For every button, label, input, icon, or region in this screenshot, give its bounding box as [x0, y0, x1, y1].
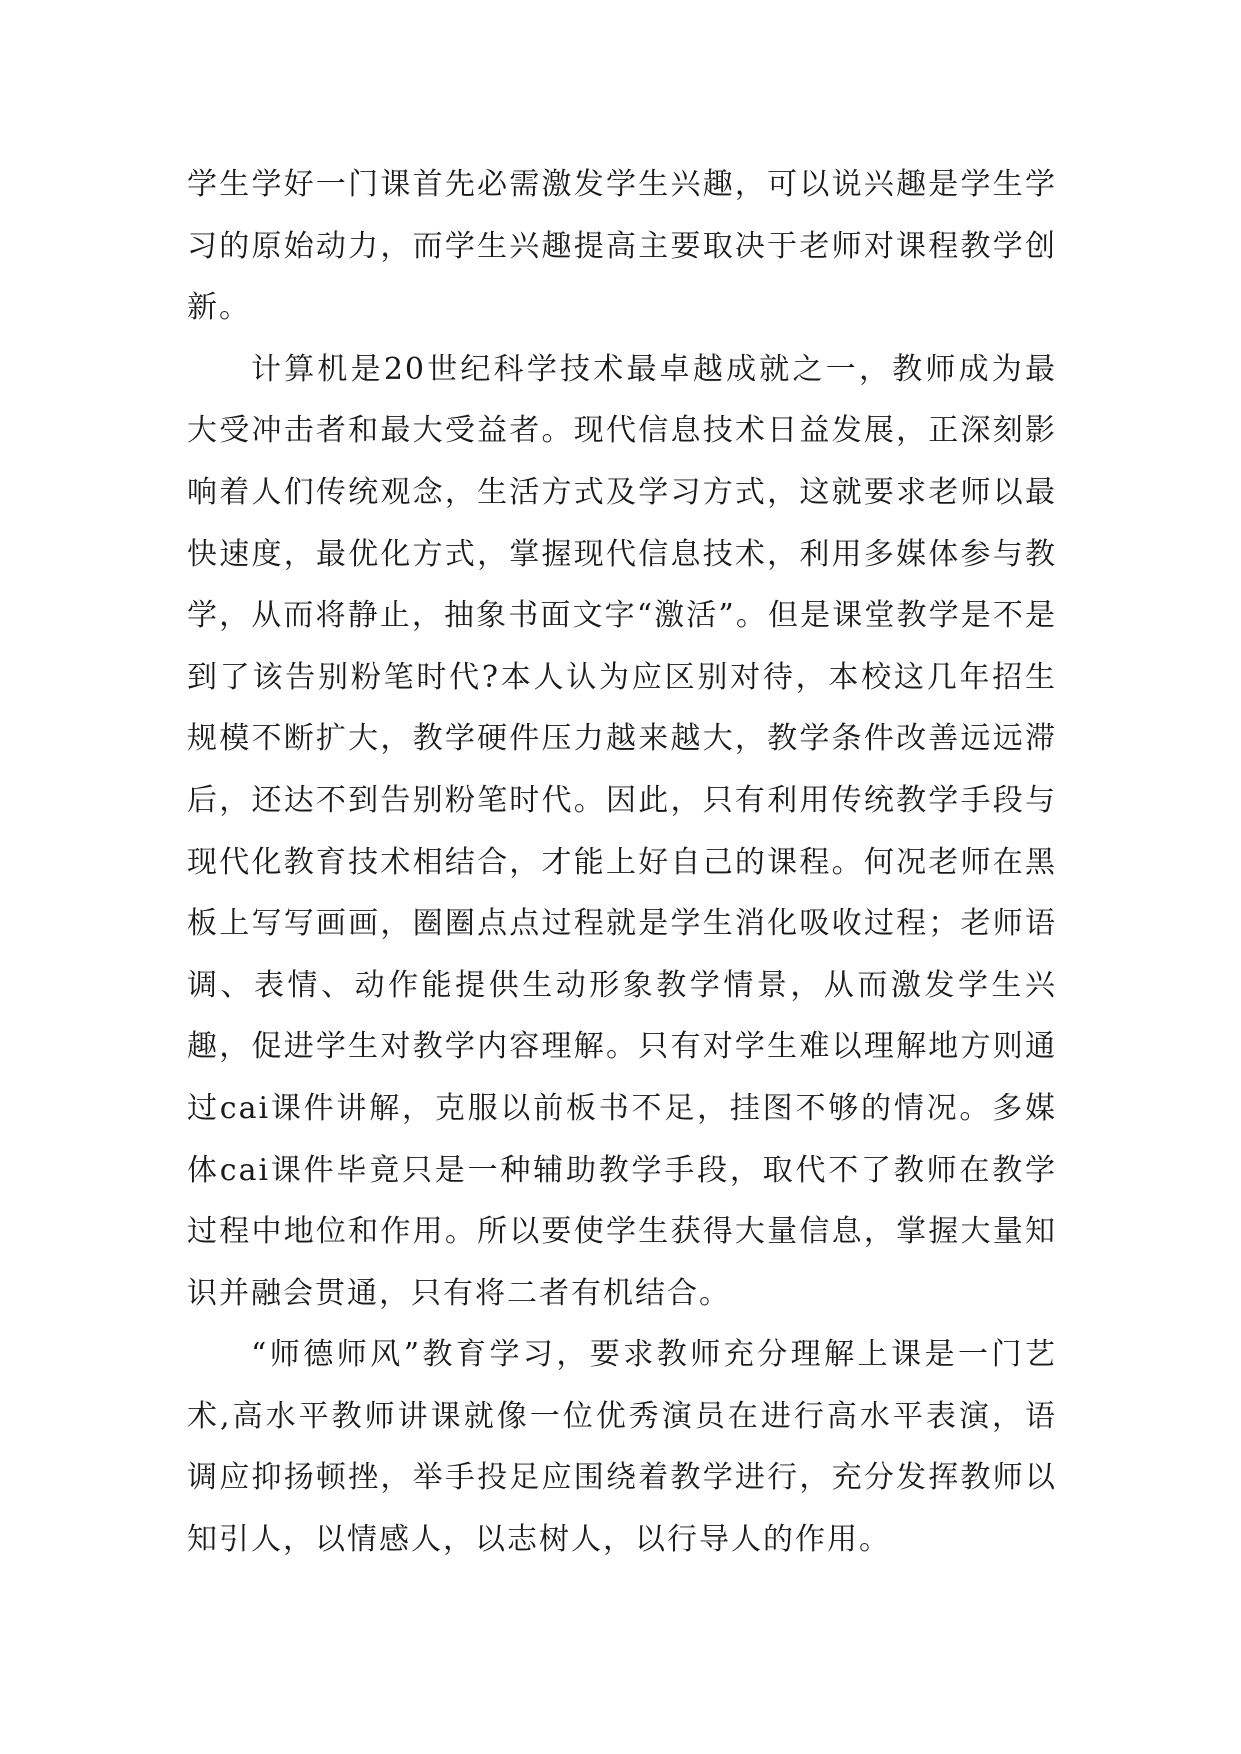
paragraph-1: 学生学好一门课首先必需激发学生兴趣，可以说兴趣是学生学习的原始动力，而学生兴趣提高主要取决于老师对课程教学创新。 [187, 167, 1057, 326]
body-text [187, 154, 1057, 1571]
paragraph-3: “师德师风”教育学习，要求教师充分理解上课是一门艺术,高水平教师讲课就像一位优秀演员在进行高水平表演，语调应抑扬顿挫，举手投足应围绕着教学进行，充分发挥教师以知引人，以情感人，以志树人，以行导人的作用。 [187, 1337, 1057, 1558]
paragraph-2: 计算机是20世纪科学技术最卓越成就之一，教师成为最大受冲击者和最大受益者。现代信息技术日益发展，正深刻影响着人们传统观念，生活方式及学习方式，这就要求老师以最快速度，最优化方式，掌握现代信息技术，利用多媒体参与教学，从而将静止，抽象书面文字“激活”。但是课堂教学是不是到了该告别粉笔时代?本人认为应区别对待，本校这几年招生规模不断扩大，教学硬件压力越来越大，教学条件改善远远滞后，还达不到告别粉笔时代。因此，只有利用传统教学手段与现代化教育技术相结合，才能上好自己的课程。何况老师在黑板上写写画画，圈圈点点过程就是学生消化吸收过程；老师语调、表情、动作能提供生动形象教学情景，从而激发学生兴趣，促进学生对教学内容理解。只有对学生难以理解地方则通过cai课件讲解，克服以前板书不足，挂图不够的情况。多媒体cai课件毕竟只是一种辅助教学手段，取代不了教师在教学过程中地位和作用。所以要使学生获得大量信息，掌握大量知识并融会贯通，只有将二者有机结合。 [187, 351, 1057, 1311]
